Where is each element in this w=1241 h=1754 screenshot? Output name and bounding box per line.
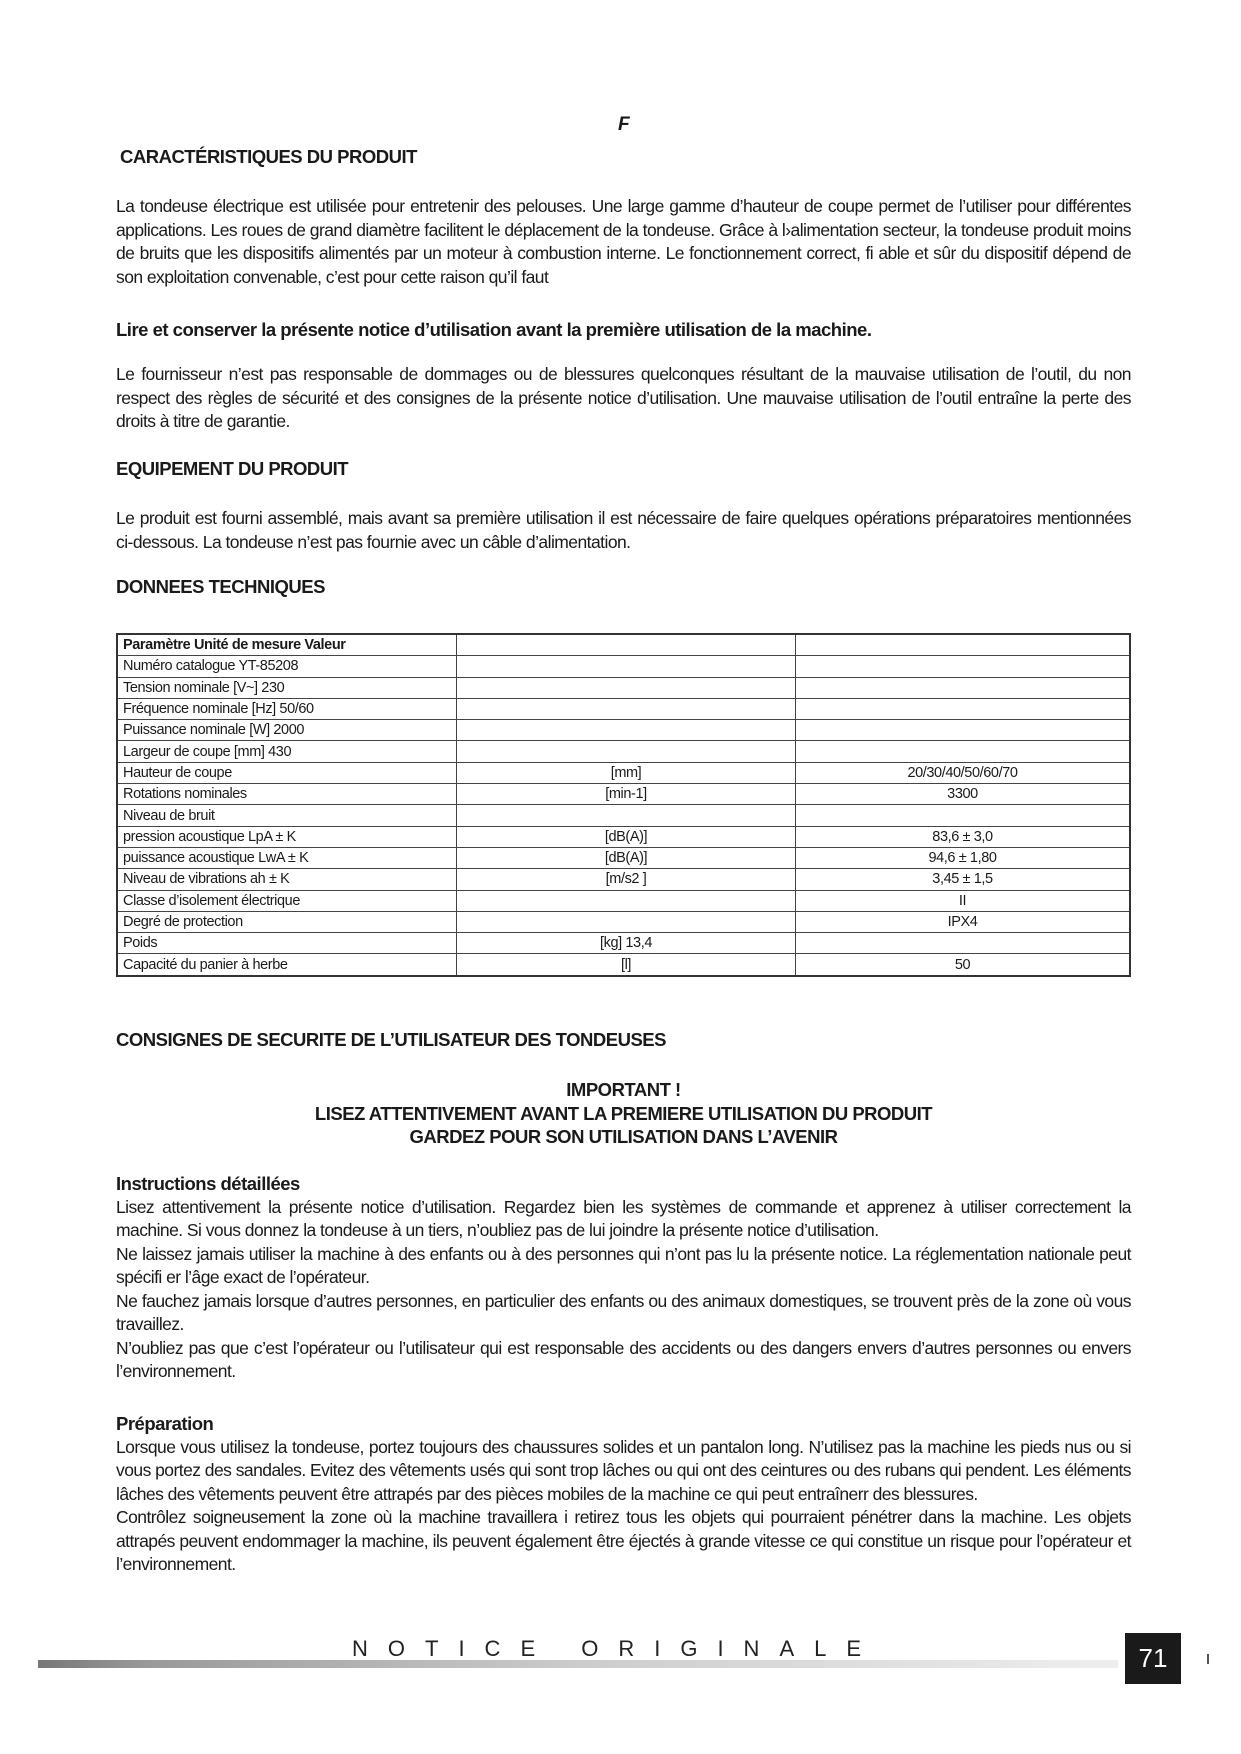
- table-cell: Paramètre Unité de mesure Valeur: [117, 634, 457, 656]
- table-cell: Degré de protection: [117, 911, 457, 932]
- paragraph: Lorsque vous utilisez la tondeuse, portez toujours des chaussures solides et un pantalon long. N’utilisez pas la machine les pieds nus ou si vous portez des sandales. Evitez des vêtements usés qui sont trop lâches ou qui ont des ceintures ou des rubans qui pendent. Les éléments lâches des vêtements peuvent être attrapés par des pièces mobiles de la machine ce qui peut entraînerr des blessures.: [116, 1436, 1131, 1504]
- table-cell: Puissance nominale [W] 2000: [117, 720, 457, 741]
- liability-text: Le fournisseur n’est pas responsable de dommages ou de blessures quelconques résultant de la mauvaise utilisation de l’outil, du non respect des règles de sécurité et des consignes de la présente notice d’utilisation. Une mauvaise utilisation de l’outil entraîne la perte des droits à titre de garantie.: [116, 364, 1131, 431]
- table-cell: [796, 741, 1131, 762]
- instructions-title: Instructions détaillées: [116, 1173, 300, 1194]
- important-line: GARDEZ POUR SON UTILISATION DANS L’AVENIR: [409, 1126, 838, 1147]
- table-cell: Niveau de bruit: [117, 805, 457, 826]
- table-cell: [796, 677, 1131, 698]
- table-row: [117, 869, 1130, 890]
- table-row: [117, 847, 1130, 868]
- table-cell: [l]: [457, 954, 796, 976]
- table-cell: Rotations nominales: [117, 784, 457, 805]
- table-row: [117, 762, 1130, 783]
- table-cell: 20/30/40/50/60/70: [796, 762, 1131, 783]
- table-cell: [kg] 13,4: [457, 933, 796, 954]
- paragraph: Contrôlez soigneusement la zone où la machine travaillera i retirez tous les objets qui pourraient pénétrer dans la machine. Les objets attrapés peuvent endommager la machine, ils peuvent également être éjectés à grande vitesse ce qui constitue un risque pour l’opérateur et l’environnement.: [116, 1507, 1131, 1574]
- instructions-section: [116, 1172, 1131, 1384]
- table-row: [117, 954, 1130, 976]
- table-cell: Poids: [117, 933, 457, 954]
- table-row: [117, 911, 1130, 932]
- read-notice-line: Lire et conserver la présente notice d’utilisation avant la première utilisation de la machine.: [116, 319, 872, 340]
- table-cell: [457, 720, 796, 741]
- table-cell: [457, 677, 796, 698]
- important-line: LISEZ ATTENTIVEMENT AVANT LA PREMIERE UTILISATION DU PRODUIT: [314, 1102, 933, 1124]
- table-cell: [457, 741, 796, 762]
- paragraph: Lisez attentivement la présente notice d’utilisation. Regardez bien les systèmes de commande et apprenez à utiliser correctement la machine. Si vous donnez la tondeuse à un tiers, n’oubliez pas de lui joindre la présente notice d’utilisation.: [116, 1196, 1131, 1240]
- technical-data-table: [116, 633, 1131, 977]
- characteristics-title: CARACTÉRISTIQUES DU PRODUIT: [120, 146, 417, 167]
- table-row: [117, 805, 1130, 826]
- table-cell: [796, 698, 1131, 719]
- paragraph: N’oubliez pas que c’est l’opérateur ou l’utilisateur qui est responsable des accidents ou des dangers envers d’autres personnes ou envers l’environnement.: [116, 1337, 1131, 1381]
- table-cell: 94,6 ± 1,80: [796, 847, 1131, 868]
- table-cell: [457, 890, 796, 911]
- table-cell: 50: [796, 954, 1131, 976]
- table-cell: [dB(A)]: [457, 847, 796, 868]
- table-cell: puissance acoustique LwA ± K: [117, 847, 457, 868]
- table-cell: [min-1]: [457, 784, 796, 805]
- table-cell: [457, 634, 796, 656]
- preparation-section: [116, 1412, 1131, 1577]
- table-cell: [796, 933, 1131, 954]
- table-cell: 3300: [796, 784, 1131, 805]
- table-cell: pression acoustique LpA ± K: [117, 826, 457, 847]
- preparation-title: Préparation: [116, 1413, 214, 1434]
- table-cell: Tension nominale [V~] 230: [117, 677, 457, 698]
- table-row: [117, 720, 1130, 741]
- safety-title: CONSIGNES DE SECURITE DE L’UTILISATEUR DES TONDEUSES: [116, 1029, 666, 1050]
- table-row: [117, 677, 1130, 698]
- table-cell: 3,45 ± 1,5: [796, 869, 1131, 890]
- table-row: [117, 890, 1130, 911]
- technical-title: DONNEES TECHNIQUES: [116, 576, 325, 597]
- equipment-title: EQUIPEMENT DU PRODUIT: [116, 458, 349, 479]
- table-cell: Largeur de coupe [mm] 430: [117, 741, 457, 762]
- page-number: 71: [1125, 1633, 1181, 1684]
- table-row: [117, 741, 1130, 762]
- footer-label: NOTICE ORIGINALE: [352, 1636, 882, 1661]
- equipment-body: Le produit est fourni assemblé, mais avant sa première utilisation il est nécessaire de faire quelques opérations préparatoires mentionnées ci-dessous. La tondeuse n’est pas fournie avec un câble d’alimentation.: [116, 508, 1131, 552]
- table-cell: [796, 656, 1131, 677]
- important-line: IMPORTANT !: [566, 1079, 681, 1100]
- table-cell: II: [796, 890, 1131, 911]
- language-marker: F: [618, 114, 630, 135]
- table-cell: Niveau de vibrations ah ± K: [117, 869, 457, 890]
- table-header-row: [117, 634, 1130, 656]
- table-cell: Fréquence nominale [Hz] 50/60: [117, 698, 457, 719]
- table-cell: Hauteur de coupe: [117, 762, 457, 783]
- table-row: [117, 826, 1130, 847]
- technical-table: [116, 633, 1131, 977]
- table-cell: [m/s2 ]: [457, 869, 796, 890]
- table-cell: [457, 656, 796, 677]
- table-cell: [dB(A)]: [457, 826, 796, 847]
- table-cell: Classe d’isolement électrique: [117, 890, 457, 911]
- table-cell: [mm]: [457, 762, 796, 783]
- table-cell: [457, 698, 796, 719]
- table-cell: 83,6 ± 3,0: [796, 826, 1131, 847]
- table-row: [117, 784, 1130, 805]
- important-notice: [116, 1078, 1131, 1149]
- table-cell: Capacité du panier à herbe: [117, 954, 457, 976]
- table-cell: [796, 720, 1131, 741]
- paragraph: Ne fauchez jamais lorsque d’autres personnes, en particulier des enfants ou des animaux domestiques, se trouvent près de la zone où vous travaillez.: [116, 1290, 1131, 1334]
- table-row: [117, 656, 1130, 677]
- table-cell: [796, 634, 1131, 656]
- characteristics-body: La tondeuse électrique est utilisée pour entretenir des pelouses. Une large gamme d’hauteur de coupe permet de l’utiliser pour différentes applications. Les roues de grand diamètre facilitent le déplacement de la tondeuse. Grâce à l›alimentation secteur, la tondeuse produit moins de bruits que les dispositifs alimentés par un moteur à combustion interne. Le fonctionnement correct, fi able et sûr du dispositif dépend de son exploitation convenable, c’est pour cette raison qu’il faut: [116, 196, 1131, 287]
- table-cell: [796, 805, 1131, 826]
- table-cell: [457, 911, 796, 932]
- footer-tick: [1207, 1654, 1209, 1664]
- paragraph: Ne laissez jamais utiliser la machine à des enfants ou à des personnes qui n’ont pas lu la présente notice. La réglementation nationale peut spécifi er l’âge exact de l’opérateur.: [116, 1243, 1131, 1287]
- table-row: [117, 933, 1130, 954]
- table-cell: Numéro catalogue YT-85208: [117, 656, 457, 677]
- table-cell: IPX4: [796, 911, 1131, 932]
- table-cell: [457, 805, 796, 826]
- table-row: [117, 698, 1130, 719]
